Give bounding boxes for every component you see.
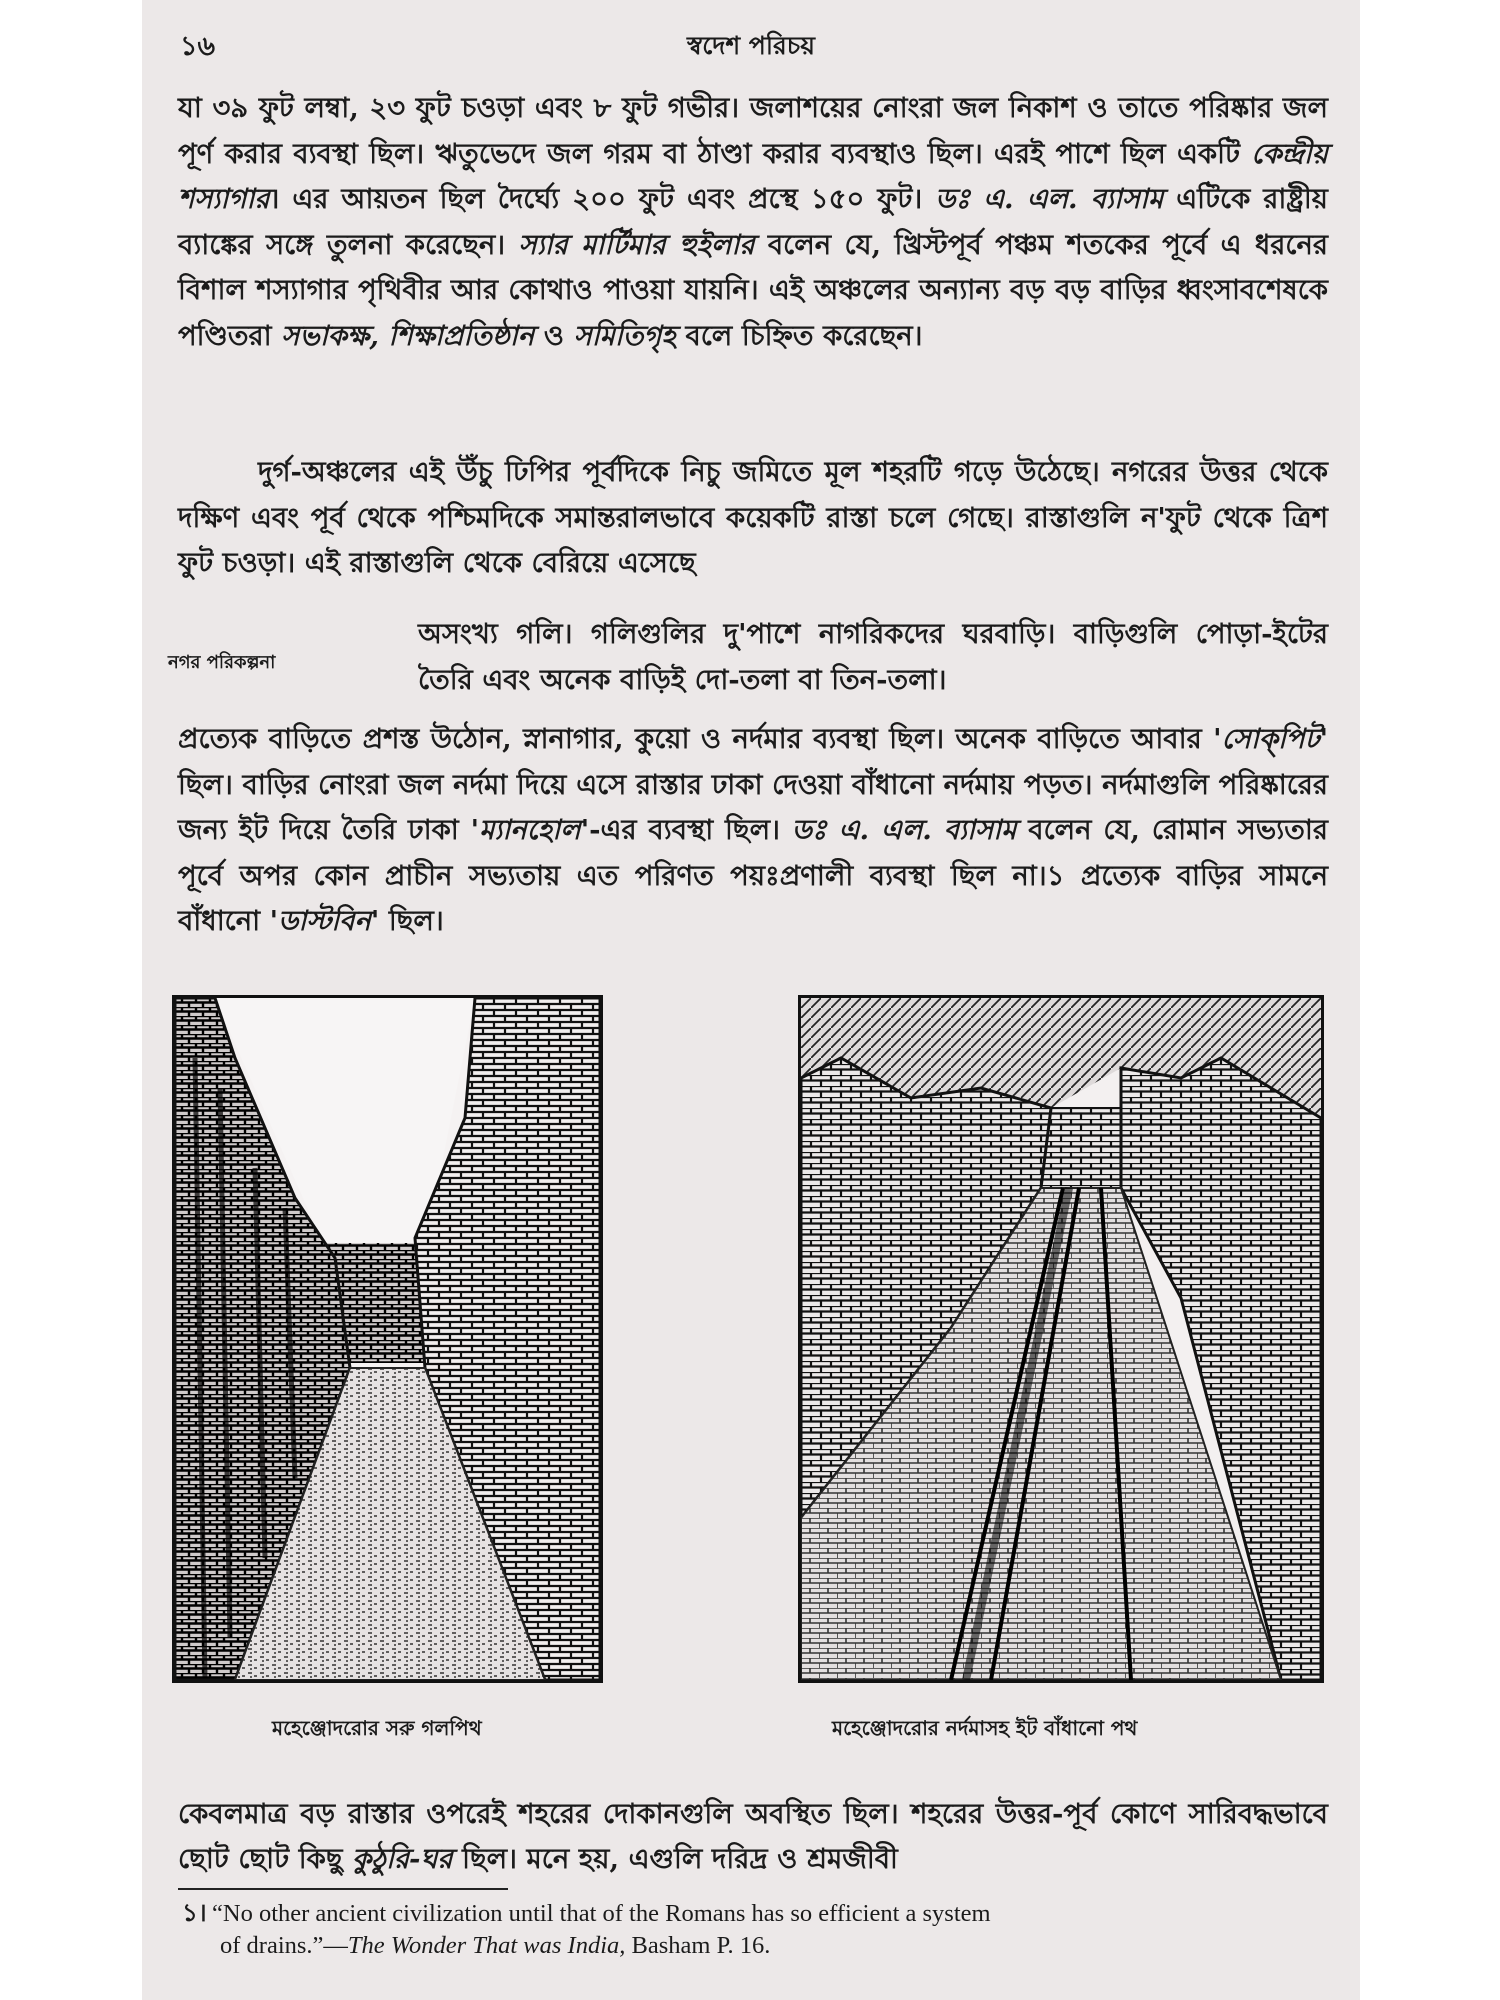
body-text-block-2: [178, 450, 1328, 587]
page-header: [180, 26, 1322, 66]
footnote-rule: [178, 1888, 508, 1890]
road-drain-illustration: [801, 998, 1321, 1680]
figure-caption-left: মহেঞ্জোদরোর সরু গলপিথ: [272, 1716, 482, 1740]
footnote-text: “No other ancient civilization until that of the Romans has so efficient a system: [212, 1900, 991, 1927]
figure-narrow-lane: [172, 995, 603, 1683]
book-page: [142, 0, 1360, 2000]
narrow-lane-illustration: [175, 998, 600, 1680]
emphasized-term: কেন্দ্রীয় শস্যাগার: [178, 137, 1328, 215]
text-run: বলেন যে, রোমান সভ্যতার পূর্বে অপর কোন প্রাচীন সভ্যতায় এত পরিণত পয়ঃপ্রণালী ব্যবস্থা ছিল না।১ প্রত্যেক বাড়ির সামনে বাঁধানো ': [178, 814, 1328, 937]
emphasized-term: সভাকক্ষ, শিক্ষাপ্রতিষ্ঠান: [281, 319, 535, 352]
emphasized-term: ডঃ এ. এল. ব্যাসাম: [791, 814, 1017, 846]
footnote-number: ১।: [182, 1900, 207, 1927]
text-run: ছিল। মনে হয়, এগুলি দরিদ্র ও শ্রমজীবী: [452, 1843, 898, 1875]
footnote: [182, 1898, 1332, 1962]
paragraph: [178, 1792, 1328, 1883]
running-title: স্বদেশ পরিচয়: [687, 31, 815, 60]
text-run: বলেন যে, খ্রিস্টপূর্ব পঞ্চম শতকের পূর্বে এ ধরনের বিশাল শস্যাগার পৃথিবীর আর কোথাও পাওয়া যায়নি। এই অঞ্চলের অন্যান্য বড় বড় বাড়ির ধ্বংসাবশেষকে পণ্ডিতরা: [178, 228, 1329, 352]
emphasized-term: কুঠুরি-ঘর: [352, 1843, 453, 1875]
emphasized-term: ডঃ এ. এল. ব্যাসাম: [935, 183, 1164, 215]
text-run: ও: [534, 319, 574, 352]
footnote-text: Basham P. 16.: [625, 1932, 771, 1959]
text-run: বলে চিহ্নিত করেছেন।: [675, 319, 923, 352]
figure-caption-right: মহেঞ্জোদরোর নর্দমাসহ ইট বাঁধানো পথ: [832, 1716, 1138, 1740]
paragraph: [178, 717, 1328, 945]
text-run: ' ছিল। বাড়ির নোংরা জল নর্দমা দিয়ে এসে রাস্তার ঢাকা দেওয়া বাঁধানো নর্দমায় পড়ত। নর্দমাগুলি পরিষ্কারের জন্য ইট দিয়ে তৈরি ঢাকা ': [178, 723, 1328, 846]
text-run: '-এর ব্যবস্থা ছিল।: [580, 814, 792, 846]
paragraph: [418, 612, 1328, 703]
emphasized-term: সমিতিগৃহ: [573, 319, 676, 352]
text-run: প্রত্যেক বাড়িতে প্রশস্ত উঠোন, স্নানাগার, কুয়ো ও নর্দমার ব্যবস্থা ছিল। অনেক বাড়িতে আবার ': [178, 723, 1222, 755]
emphasized-term: সোক্‌পিট: [1221, 723, 1320, 755]
footnote-line-1: [182, 1898, 1332, 1930]
margin-note: নগর পরিকল্পনা: [168, 652, 276, 673]
emphasized-term: ডাস্টবিন: [278, 905, 371, 937]
emphasized-term: স্যার মার্টিমার হুইলার: [518, 228, 755, 261]
emphasized-term: ম্যানহোল: [479, 814, 581, 846]
text-run: এটিকে রাষ্ট্রীয় ব্যাঙ্কের সঙ্গে তুলনা করেছেন।: [178, 183, 1328, 261]
text-run: যা ৩৯ ফুট লম্বা, ২৩ ফুট চওড়া এবং ৮ ফুট গভীর। জলাশয়ের নোংরা জল নিকাশ ও তাতে পরিষ্কার জল পূর্ণ করার ব্যবস্থা ছিল। ঋতুভেদে জল গরম বা ঠাণ্ডা করার ব্যবস্থাও ছিল। এরই পাশে ছিল একটি: [178, 92, 1328, 170]
text-run: ' ছিল।: [370, 905, 444, 937]
page-number: ১৬: [180, 31, 216, 62]
text-run: অসংখ্য গলি। গলিগুলির দু'পাশে নাগরিকদের ঘরবাড়ি। বাড়িগুলি পোড়া-ইটের তৈরি এবং অনেক বাড়িই দো-তলা বা তিন-তলা।: [418, 618, 1328, 696]
body-text-block-3: [418, 612, 1328, 703]
text-run: । এর আয়তন ছিল দৈর্ঘ্যে ২০০ ফুট এবং প্রস্থে ১৫০ ফুট।: [269, 183, 936, 215]
body-text-block-4: [178, 717, 1328, 945]
text-run: দুর্গ-অঞ্চলের এই উঁচু ঢিপির পূর্বদিকে নিচু জমিতে মূল শহরটি গড়ে উঠেছে। নগরের উত্তর থেকে দক্ষিণ এবং পূর্ব থেকে পশ্চিমদিকে সমান্তরালভাবে কয়েকটি রাস্তা চলে গেছে। রাস্তাগুলি ন'ফুট থেকে ত্রিশ ফুট চওড়া। এই রাস্তাগুলি থেকে বেরিয়ে এসেছে: [178, 456, 1328, 579]
body-text-block-1: [178, 86, 1328, 359]
footnote-book-title: The Wonder That was India,: [347, 1932, 626, 1959]
footnote-line-2: [182, 1930, 1332, 1962]
paragraph: [178, 86, 1328, 359]
paragraph: [178, 450, 1328, 587]
text-run: কেবলমাত্র বড় রাস্তার ওপরেই শহরের দোকানগুলি অবস্থিত ছিল। শহরের উত্তর-পূর্ব কোণে সারিবদ্ধভাবে ছোট ছোট কিছু: [178, 1797, 1328, 1875]
footnote-text: of drains.”—: [220, 1932, 348, 1959]
figure-road-with-drain: [798, 995, 1324, 1683]
